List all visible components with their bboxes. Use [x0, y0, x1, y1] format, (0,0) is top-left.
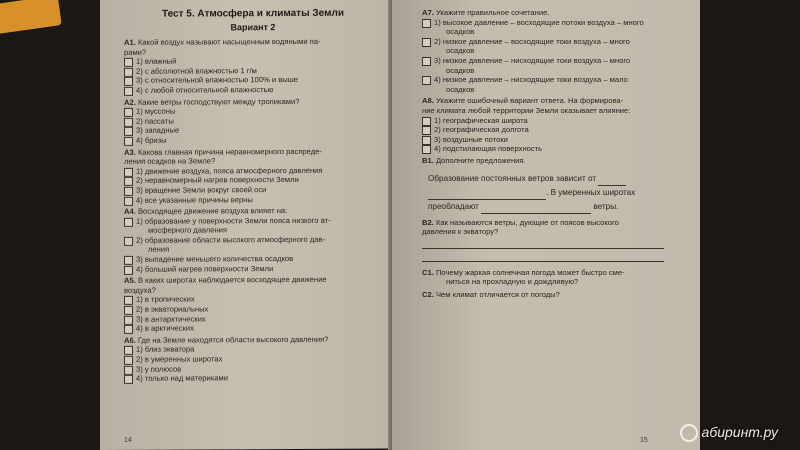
- question-text: В каких широтах наблюдается восходящее движение: [137, 275, 327, 286]
- variant-label: Вариант 2: [230, 22, 276, 33]
- question-number: А1.: [124, 37, 136, 47]
- answer-option: [422, 125, 664, 135]
- answer-option-label: 1) влажный: [136, 56, 177, 66]
- answer-option-cont: осадков: [446, 65, 475, 75]
- question-number: В1.: [422, 155, 434, 165]
- answer-checkbox[interactable]: [124, 237, 133, 246]
- answer-option-label: 3) низкое давление – нисходящие токи воздуха – много: [434, 55, 631, 65]
- question-number: А3.: [124, 147, 136, 157]
- question-number: А8.: [422, 96, 434, 106]
- question-text: Как называются ветры, дующие от поясов высокого: [435, 217, 619, 227]
- question-а2: [124, 96, 382, 145]
- right-page: [392, 0, 700, 450]
- question-а5: [124, 275, 382, 334]
- right-page-content: [422, 6, 664, 299]
- answer-option-label: 3) в антарктических: [136, 314, 206, 324]
- answer-option-label: 4) только над материками: [136, 373, 228, 383]
- question-number: А6.: [124, 335, 136, 345]
- answer-option: [124, 373, 382, 384]
- answer-option-label: 1) движение воздуха, пояса атмосферного давления: [136, 165, 323, 176]
- answer-option-label: 4) низкое давление – нисходящие токи воздуха – мало: [434, 75, 628, 85]
- answer-checkbox[interactable]: [422, 19, 431, 28]
- answer-checkbox[interactable]: [124, 218, 133, 227]
- question-text: Укажите правильное сочетание.: [435, 8, 550, 17]
- answer-option-cont: осадков: [446, 84, 475, 94]
- question-text-cont: ниться на прохладную и дождливую?: [446, 277, 579, 287]
- answer-option-label: 3) вращение Земли вокруг своей оси: [136, 185, 267, 195]
- question-header: [422, 8, 664, 18]
- question-а3: [124, 146, 382, 205]
- question-text: Укажите ошибочный вариант ответа. На формирова-: [435, 96, 624, 106]
- answer-line-b2-1[interactable]: [422, 239, 664, 249]
- answer-option-label: 3) выпадение меньшего количества осадков: [136, 254, 294, 264]
- answer-option: [124, 215, 382, 226]
- fill-line-1: Образование постоянных ветров зависит от: [428, 173, 597, 183]
- question-list: [124, 37, 382, 384]
- answer-option: [422, 56, 664, 66]
- answer-option-label: 3) воздушные потоки: [434, 134, 508, 144]
- answer-option-label: 3) западные: [136, 125, 180, 136]
- page-number-left: 14: [124, 436, 132, 444]
- answer-checkbox[interactable]: [124, 325, 133, 334]
- answer-option-label: 2) образование области высокого атмосферного дав-: [136, 234, 326, 245]
- answer-option: [422, 116, 664, 126]
- question-text-cont: ления осадков на Земле?: [124, 156, 216, 166]
- fill-line-3-end: ветры.: [593, 201, 619, 211]
- question-number: А2.: [124, 97, 136, 107]
- answer-option-label: 2) с абсолютной влажностью 1 г/м: [136, 65, 257, 76]
- question-text: Чем климат отличается от погоды?: [435, 289, 560, 299]
- watermark-text: абиринт.ру: [701, 423, 778, 440]
- answer-option-cont: ления: [148, 245, 170, 255]
- answer-option: [124, 263, 382, 274]
- answer-option-label: 2) низкое давление – восходящие токи воздуха – много: [434, 36, 630, 46]
- question-а4: [124, 206, 382, 275]
- question-a8: [422, 96, 664, 154]
- answer-option-cont: осадков: [446, 27, 475, 37]
- answer-option: [422, 18, 664, 28]
- answer-option: [422, 37, 664, 47]
- question-c2: [422, 290, 664, 300]
- question-а6: [124, 334, 382, 383]
- answer-option-label: 4) больший нагрев поверхности Земли: [136, 263, 274, 274]
- answer-option-label: 1) в тропических: [136, 294, 195, 305]
- question-а1: [124, 37, 382, 96]
- question-number: С2.: [422, 289, 434, 299]
- question-text: Какие ветры господствуют между тропиками?: [137, 96, 300, 107]
- question-number: С1.: [422, 267, 434, 277]
- answer-option: [124, 234, 382, 245]
- fill-line-3: преобладают: [428, 201, 479, 211]
- answer-checkbox[interactable]: [124, 265, 133, 274]
- question-text-cont: ние климата любой территории Земли оказывает влияние:: [422, 105, 631, 115]
- answer-option-label: 3) с относительной влажностью 100% и выше: [136, 75, 299, 86]
- answer-option-label: 4) в арктических: [136, 323, 194, 334]
- answer-option-label: 1) образование у поверхности Земли пояса низкого ат-: [136, 215, 331, 226]
- question-text: Восходящее движение воздуха влияет на:: [137, 206, 288, 216]
- answer-option-label: 3) у полюсов: [136, 364, 182, 374]
- question-b1: [422, 156, 664, 166]
- question-text: Какой воздух называют насыщенным водяными па-: [137, 36, 321, 47]
- answer-option-label: 1) географическая широта: [434, 115, 528, 125]
- question-text: Какова главная причина неравномерного распреде-: [137, 146, 322, 157]
- answer-option: [124, 134, 382, 145]
- question-number: А4.: [124, 206, 136, 216]
- answer-option-label: 1) муссоны: [136, 106, 176, 116]
- question-text-cont: рами?: [124, 47, 147, 57]
- question-text-cont: воздуха?: [124, 285, 156, 295]
- answer-option-cont: мосферного давления: [148, 225, 228, 236]
- orange-tape: [0, 0, 62, 35]
- question-text: Дополните предложения.: [435, 155, 526, 165]
- page-number-right: 15: [640, 437, 648, 444]
- answer-option: [124, 323, 382, 334]
- answer-blank-3[interactable]: [481, 213, 591, 214]
- answer-option: [422, 75, 664, 85]
- fill-in-text: Образование постоянных ветров зависит от . В умеренных широтах преобладают ветры.: [422, 172, 664, 214]
- question-number: А5.: [124, 276, 136, 286]
- fill-line-2: В умеренных широтах: [550, 187, 636, 197]
- question-text-cont: давления к экватору?: [422, 227, 499, 237]
- answer-checkbox[interactable]: [422, 38, 431, 47]
- answer-option-label: 2) неравномерный нагрев поверхности Земли: [136, 175, 299, 186]
- answer-option: [422, 135, 664, 145]
- answer-checkbox[interactable]: [422, 57, 431, 66]
- left-page-content: [124, 7, 382, 384]
- answer-option: [422, 144, 664, 154]
- answer-checkbox[interactable]: [124, 375, 133, 384]
- answer-checkbox[interactable]: [124, 87, 133, 96]
- answer-option-label: 2) географическая долгота: [434, 125, 529, 135]
- answer-option: [124, 194, 382, 205]
- answer-option-label: 2) в умеренных широтах: [136, 354, 223, 364]
- left-page: [100, 0, 392, 450]
- answer-option-label: 4) с любой относительной влажностью: [136, 85, 274, 95]
- question-text: Где на Земле находятся области высокого давления?: [137, 334, 329, 345]
- answer-checkbox[interactable]: [124, 137, 133, 146]
- answer-option-label: 4) бризы: [136, 135, 167, 145]
- question-number: В2.: [422, 217, 434, 227]
- answer-checkbox[interactable]: [124, 196, 133, 205]
- question-header: [422, 96, 664, 106]
- answer-option-label: 4) все указанные причины верны: [136, 194, 253, 205]
- answer-line-b2-2[interactable]: [422, 252, 664, 262]
- watermark: [680, 424, 778, 442]
- question-c1: [422, 268, 664, 287]
- answer-option-label: 4) подстилающая поверхность: [434, 144, 543, 154]
- answer-checkbox[interactable]: [422, 145, 431, 154]
- answer-option: [124, 84, 382, 95]
- answer-option-label: 2) в экваториальных: [136, 304, 209, 314]
- answer-option-label: 2) пассаты: [136, 116, 174, 126]
- answer-option-label: 1) высокое давление – восходящие потоки воздуха – много: [434, 17, 644, 27]
- answer-option-cont: осадков: [446, 46, 475, 56]
- test-title: Тест 5. Атмосфера и климаты Земли: [161, 7, 344, 20]
- question-a7: [422, 8, 664, 94]
- answer-option-label: 1) близ экватора: [136, 344, 195, 355]
- question-number: А7.: [422, 8, 434, 17]
- answer-checkbox[interactable]: [422, 76, 431, 85]
- question-b2: [422, 218, 664, 237]
- question-text: Почему жаркая солнечная погода может быстро сме-: [435, 267, 625, 277]
- labirint-logo-icon: [680, 424, 698, 442]
